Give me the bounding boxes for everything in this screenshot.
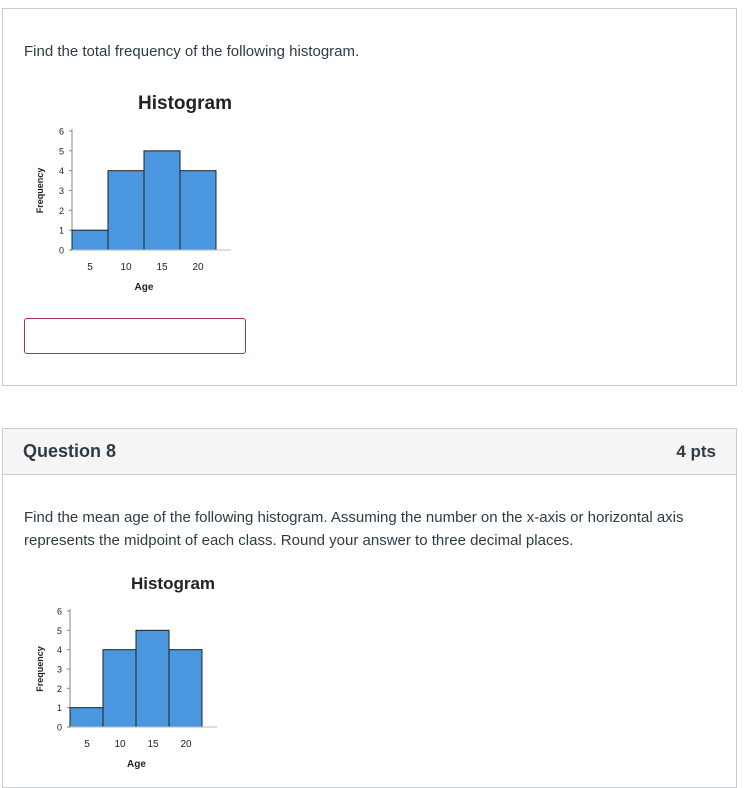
y-tick-label: 6 xyxy=(58,126,64,137)
y-tick-label: 3 xyxy=(58,186,64,196)
y-tick-label: 1 xyxy=(58,225,64,236)
question-text: Find the total frequency of the following histogram. xyxy=(24,43,360,60)
x-axis-label: Age xyxy=(127,759,146,770)
histogram-bar xyxy=(144,151,180,250)
question-title: Question 8 xyxy=(23,441,117,461)
y-tick-label: 6 xyxy=(56,606,62,617)
question-8-card xyxy=(2,428,737,788)
y-axis-label: Frequency xyxy=(35,646,45,692)
y-axis-label: Frequency xyxy=(35,167,45,214)
x-tick-label: 10 xyxy=(120,262,132,273)
chart-title: Histogram xyxy=(138,93,232,114)
x-tick-label: 15 xyxy=(156,262,168,273)
y-tick-label: 0 xyxy=(58,245,64,256)
x-axis-label: Age xyxy=(134,282,154,293)
y-tick-label: 1 xyxy=(56,703,62,714)
y-tick-label: 4 xyxy=(58,166,64,177)
y-tick-label: 0 xyxy=(56,722,62,733)
histogram-chart-1 xyxy=(31,79,261,294)
histogram-bar xyxy=(108,171,144,250)
histogram-bar xyxy=(169,650,202,727)
histogram-bar xyxy=(103,650,136,727)
y-tick-label: 2 xyxy=(58,205,64,216)
x-tick-label: 10 xyxy=(114,739,126,750)
y-tick-label: 5 xyxy=(58,146,64,157)
histogram-bar xyxy=(136,630,169,727)
x-tick-label: 15 xyxy=(147,739,159,750)
previous-question-card xyxy=(2,8,737,386)
question-points: 4 pts xyxy=(676,441,716,461)
answer-input[interactable] xyxy=(24,318,246,354)
histogram-bar xyxy=(72,230,108,250)
histogram-bar xyxy=(180,171,216,250)
x-tick-label: 20 xyxy=(192,262,204,273)
y-tick-label: 3 xyxy=(56,664,62,675)
question-text: Find the mean age of the following histogram. Assuming the number on the x-axis or horizontal axis represents the midpoint of each class. Round your answer to three decimal places. xyxy=(24,509,684,549)
x-tick-label: 20 xyxy=(180,739,192,750)
chart-title: Histogram xyxy=(130,574,216,593)
y-tick-label: 2 xyxy=(56,683,62,694)
histogram-bar xyxy=(70,708,103,727)
question-header xyxy=(3,429,736,475)
histogram-chart-2 xyxy=(31,569,231,770)
x-tick-label: 5 xyxy=(84,739,90,750)
x-tick-label: 5 xyxy=(87,262,93,273)
y-tick-label: 5 xyxy=(56,625,62,636)
y-tick-label: 4 xyxy=(56,645,62,656)
